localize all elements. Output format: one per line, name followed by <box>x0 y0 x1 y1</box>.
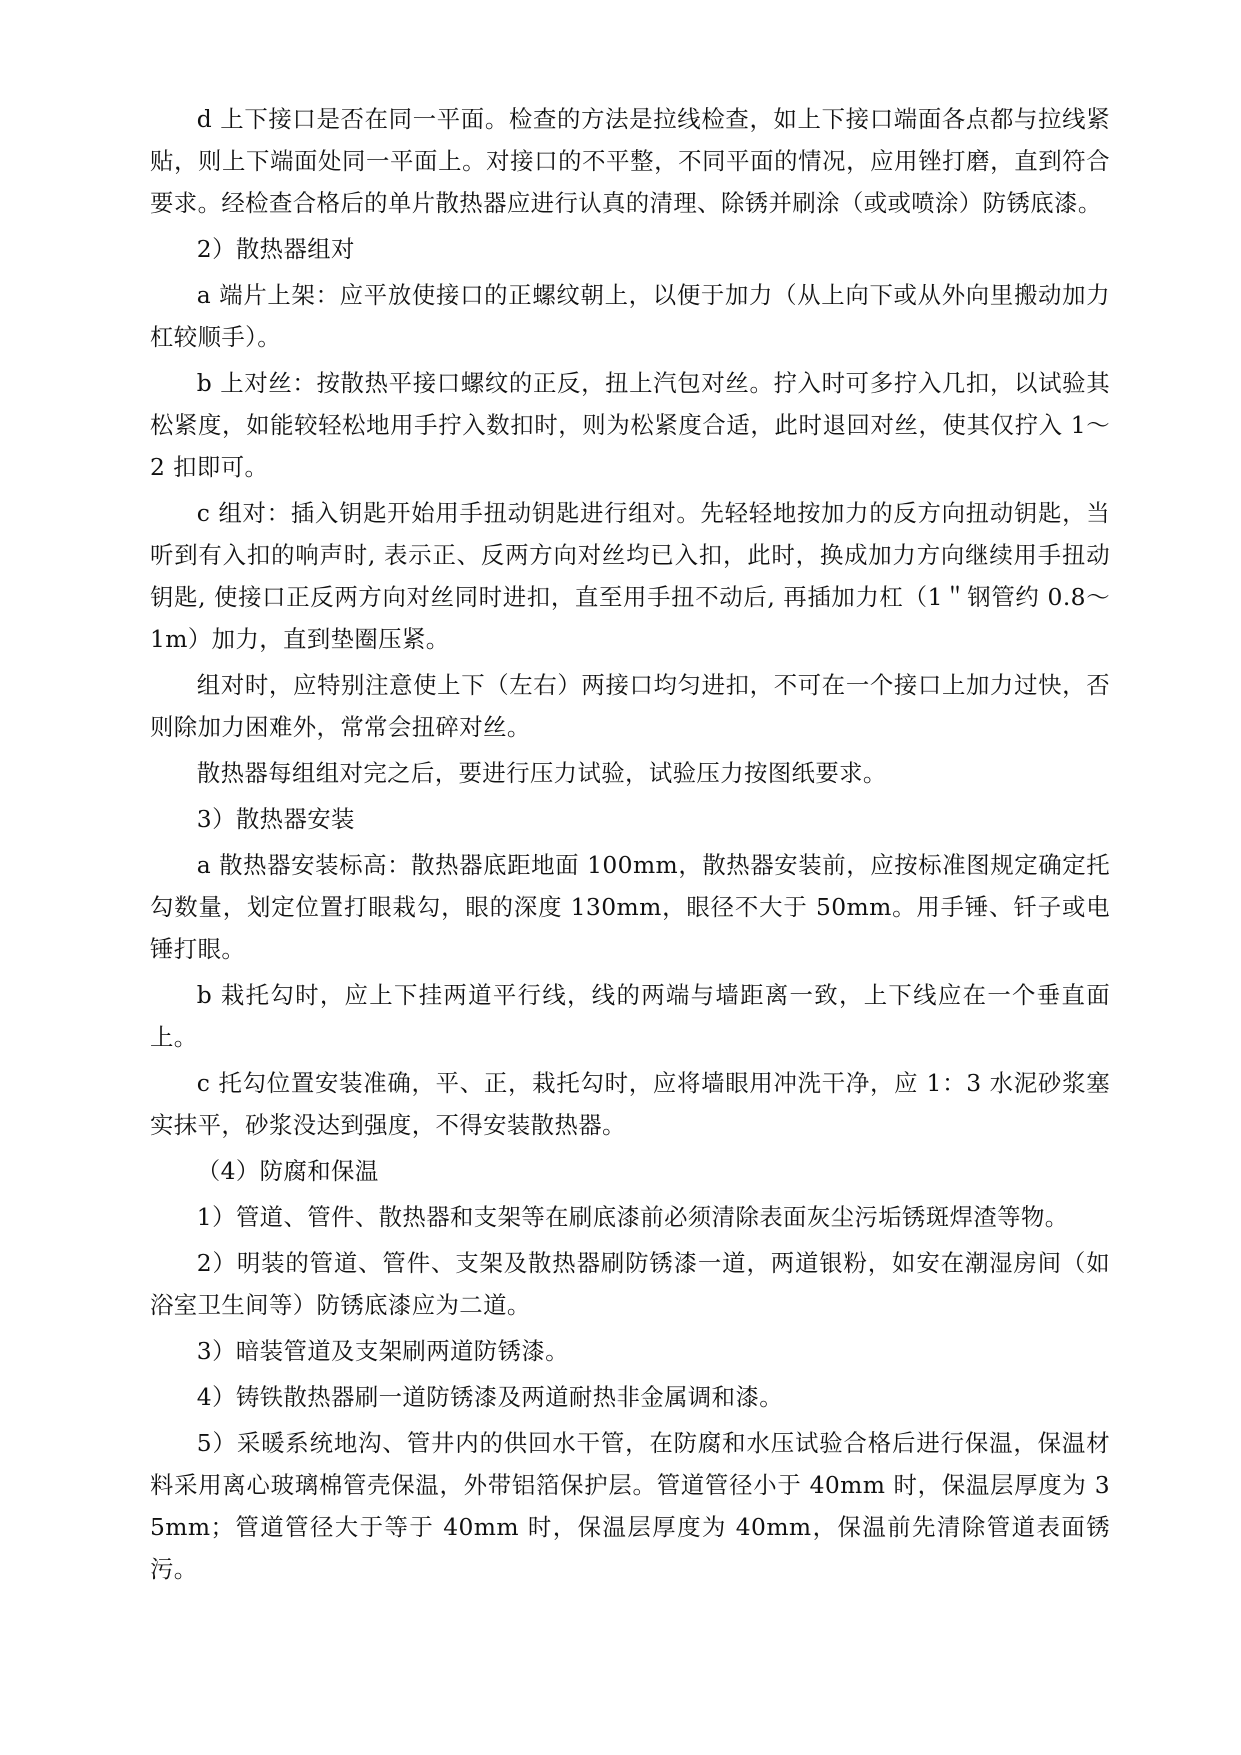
paragraph-cast-iron-painting: 4）铸铁散热器刷一道防锈漆及两道耐热非金属调和漆。 <box>196 1383 784 1411</box>
heading-radiator-assembly: 2）散热器组对 <box>196 235 355 263</box>
paragraph-key-assembly: c 组对：插入钥匙开始用手扭动钥匙进行组对。先轻轻地按加力的反方向扭动钥匙，当听到有入扣的响声时, 表示正、反两方向对丝均已入扣，此时，换成加力方向继续用手扭动钥匙, 使接口正反两方向对丝同时进扣，直至用手扭不动后, 再插加力杠（1＂钢管约 0.8～1m）加力，直到垫圈压紧。 <box>150 499 1110 653</box>
paragraph-exposed-painting: 2）明装的管道、管件、支架及散热器刷防锈漆一道，两道银粉，如安在潮湿房间（如浴室卫生间等）防锈底漆应为二道。 <box>150 1249 1110 1319</box>
paragraph-assembly-caution: 组对时，应特别注意使上下（左右）两接口均匀进扣，不可在一个接口上加力过快，否则除加力困难外，常常会扭碎对丝。 <box>150 671 1110 741</box>
paragraph-installation-height: a 散热器安装标高：散热器底距地面 100mm，散热器安装前，应按标准图规定确定托勾数量，划定位置打眼栽勾，眼的深度 130mm，眼径不大于 50mm。用手锤、钎子或电锤打眼。 <box>150 851 1110 963</box>
document-page <box>150 98 1110 1594</box>
paragraph-nipple-threading: b 上对丝：按散热平接口螺纹的正反，扭上汽包对丝。拧入时可多拧入几扣，以试验其松紧度，如能较轻松地用手拧入数扣时，则为松紧度合适，此时退回对丝，使其仅拧入 1～2 扣即可。 <box>150 369 1110 481</box>
paragraph-pressure-test: 散热器每组组对完之后，要进行压力试验，试验压力按图纸要求。 <box>196 759 887 787</box>
paragraph-surface-cleaning: 1）管道、管件、散热器和支架等在刷底漆前必须清除表面灰尘污垢锈斑焊渣等物。 <box>196 1203 1069 1231</box>
paragraph-pipe-insulation: 5）采暖系统地沟、管井内的供回水干管，在防腐和水压试验合格后进行保温，保温材料采用离心玻璃棉管壳保温，外带铝箔保护层。管道管径小于 40mm 时，保温层厚度为 35mm；管道管径大于等于 40mm 时，保温层厚度为 40mm，保温前先清除管道表面锈污。 <box>150 1429 1110 1583</box>
paragraph-end-piece-mounting: a 端片上架：应平放使接口的正螺纹朝上，以便于加力（从上向下或从外向里搬动加力杠较顺手）。 <box>150 281 1110 351</box>
paragraph-hook-setting: c 托勾位置安装准确，平、正，栽托勾时，应将墙眼用冲洗干净，应 1：3 水泥砂浆塞实抹平，砂浆没达到强度，不得安装散热器。 <box>150 1069 1110 1139</box>
paragraph-interface-flatness: d 上下接口是否在同一平面。检查的方法是拉线检查，如上下接口端面各点都与拉线紧贴，则上下端面处同一平面上。对接口的不平整，不同平面的情况，应用锉打磨，直到符合要求。经检查合格后的单片散热器应进行认真的清理、除锈并刷涂（或或喷涂）防锈底漆。 <box>150 105 1110 217</box>
paragraph-hook-alignment: b 栽托勾时，应上下挂两道平行线，线的两端与墙距离一致，上下线应在一个垂直面上。 <box>150 981 1110 1051</box>
paragraph-concealed-painting: 3）暗装管道及支架刷两道防锈漆。 <box>196 1337 569 1365</box>
heading-radiator-installation: 3）散热器安装 <box>196 805 355 833</box>
heading-anticorrosion-insulation: （4）防腐和保温 <box>196 1157 379 1185</box>
